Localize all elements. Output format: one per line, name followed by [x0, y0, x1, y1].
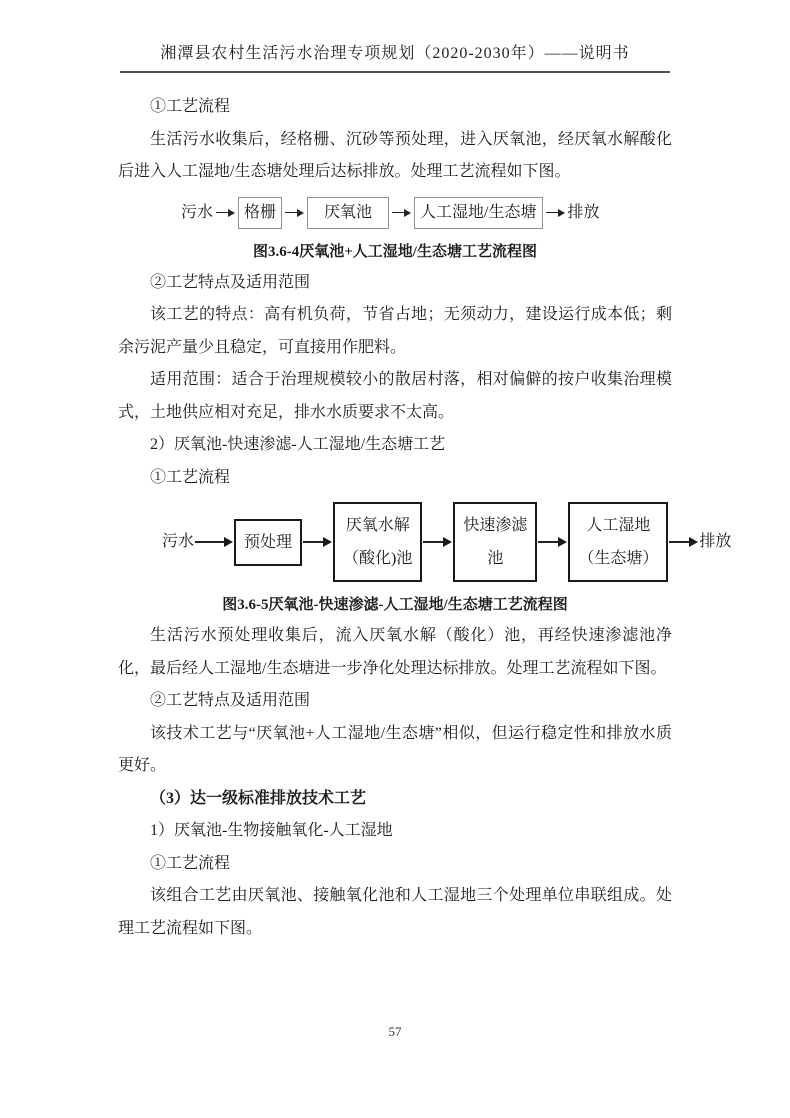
- flow1-node-grille: 格栅: [238, 197, 282, 229]
- step-label-process-flow-1: ①工艺流程: [150, 98, 231, 115]
- paragraph-features-1: 该工艺的特点：高有机负荷，节省占地；无须动力，建设运行成本低；剩余污泥产量少且稳定，可直接用作肥料。: [118, 306, 672, 356]
- arrow-right-icon: [538, 537, 567, 547]
- flow2-node-infiltration-line2: 池: [487, 550, 504, 567]
- heading-process-3: 1）厌氧池-生物接触氧化-人工湿地: [150, 822, 393, 839]
- flow1-sink-label: 排放: [567, 203, 600, 221]
- flow2-node-rapid-infiltration: [453, 502, 537, 582]
- flow-diagram-1: [181, 193, 672, 233]
- page-number: 57: [388, 1024, 402, 1039]
- flow1-node-anaerobic-tank: 厌氧池: [307, 197, 389, 229]
- flow2-sink-label: 排放: [699, 533, 732, 550]
- arrow-right-icon: [423, 537, 452, 547]
- arrow-right-icon: [285, 209, 304, 217]
- arrow-right-icon: [195, 537, 233, 547]
- flow1-node-wetland-pond: 人工湿地/生态塘: [414, 197, 542, 229]
- arrow-right-icon: [669, 537, 698, 547]
- heading-level-3: （3）达一级标准排放技术工艺: [150, 789, 367, 807]
- arrow-right-icon: [303, 537, 332, 547]
- arrow-right-icon: [216, 209, 235, 217]
- paragraph-process-description-1: 生活污水收集后，经格栅、沉砂等预处理，进入厌氧池，经厌氧水解酸化后进入人工湿地/生态塘处理后达标排放。处理工艺流程如下图。: [118, 130, 672, 180]
- heading-process-2: 2）厌氧池-快速渗滤-人工湿地/生态塘工艺: [150, 436, 446, 453]
- step-label-process-flow-2: ①工艺流程: [150, 468, 231, 486]
- flow1-source-label: 污水: [181, 203, 214, 221]
- figure-caption-3-6-5: 图3.6-5厌氧池-快速渗滤-人工湿地/生态塘工艺流程图: [222, 597, 568, 613]
- paragraph-process-description-2: 生活污水预处理收集后，流入厌氧水解（酸化）池，再经快速渗滤池净化，最后经人工湿地/生态塘进一步净化处理达标排放。处理工艺流程如下图。: [118, 627, 672, 677]
- flow2-node-wetland-line1: 人工湿地: [586, 517, 651, 534]
- flow2-source-label: 污水: [162, 533, 195, 550]
- page-header: [0, 0, 790, 73]
- flow2-node-anaerobic-line1: 厌氧水解: [345, 517, 410, 534]
- header-title: 湘潭县农村生活污水治理专项规划（2020-2030年）——说明书: [160, 45, 630, 62]
- features-label-1: ②工艺特点及适用范围: [150, 273, 311, 291]
- arrow-right-icon: [546, 209, 565, 217]
- flow2-node-pretreatment-label: 预处理: [244, 533, 293, 551]
- flow-diagram-2: [162, 496, 732, 588]
- flow2-node-anaerobic-line2: （酸化)池: [343, 550, 413, 567]
- paragraph-features-2: 该技术工艺与“厌氧池+人工湿地/生态塘”相似，但运行稳定性和排放水质更好。: [118, 724, 672, 774]
- step-label-process-flow-3: ①工艺流程: [150, 854, 231, 872]
- flow2-node-pretreatment: [234, 519, 302, 566]
- figure-caption-3-6-4: 图3.6-4厌氧池+人工湿地/生态塘工艺流程图: [253, 243, 537, 260]
- flow2-node-constructed-wetland: [568, 502, 668, 582]
- flow2-node-anaerobic-hydrolysis: [333, 502, 422, 582]
- paragraph-scope-1: 适用范围：适合于治理规模较小的散居村落，相对偏僻的按户收集治理模式，土地供应相对充足，排水水质要求不太高。: [118, 371, 672, 421]
- flow2-node-infiltration-line1: 快速渗滤: [463, 517, 528, 534]
- document-body: [118, 73, 732, 945]
- flow2-node-wetland-line2: （生态塘）: [578, 550, 659, 567]
- paragraph-process-description-3: 该组合工艺由厌氧池、接触氧化池和人工湿地三个处理单位串联组成。处理工艺流程如下图。: [118, 887, 672, 937]
- features-label-2: ②工艺特点及适用范围: [150, 692, 311, 709]
- arrow-right-icon: [392, 209, 411, 217]
